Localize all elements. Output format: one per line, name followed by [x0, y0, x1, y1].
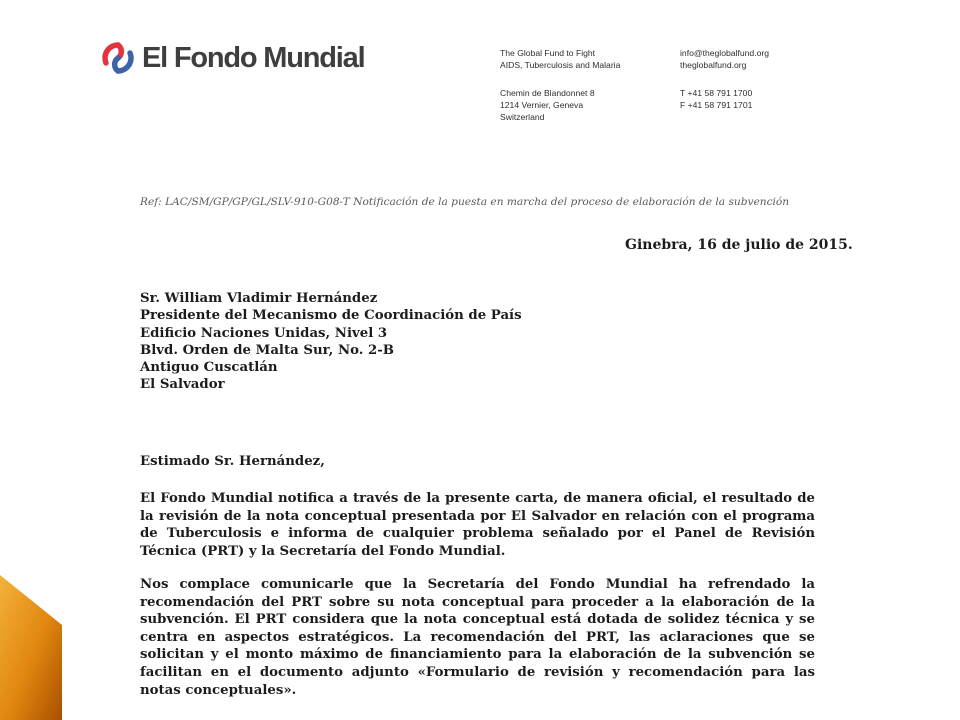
- global-fund-logo: [100, 40, 364, 76]
- address-line: Chemin de Blandonnet 8: [500, 88, 595, 98]
- web-contact-block: [680, 47, 769, 71]
- logo-wordmark: El Fondo Mundial: [142, 41, 365, 74]
- address-line: 1214 Vernier, Geneva: [500, 100, 584, 110]
- address-block: [500, 87, 595, 123]
- salutation: Estimado Sr. Hernández,: [140, 454, 325, 469]
- slide-corner-decoration: [0, 575, 62, 720]
- reference-line: Ref: LAC/SM/GP/GP/GL/SLV-910-G08-T Notificación de la puesta en marcha del proceso de elaboración de la subvención: [140, 196, 790, 208]
- org-line: The Global Fund to Fight: [500, 48, 596, 58]
- recipient-line: Edificio Naciones Unidas, Nivel 3: [140, 325, 388, 341]
- recipient-line: Sr. William Vladimir Hernández: [140, 291, 378, 306]
- website-text: theglobalfund.org: [680, 60, 747, 70]
- org-line: AIDS, Tuberculosis and Malaria: [500, 60, 621, 70]
- global-fund-logo-icon: [100, 40, 136, 76]
- letter-date: Ginebra, 16 de julio de 2015.: [625, 237, 853, 253]
- org-name-block: [500, 47, 620, 71]
- phone-block: [680, 87, 752, 111]
- email-text: info@theglobalfund.org: [680, 48, 769, 58]
- recipient-line: El Salvador: [140, 377, 225, 393]
- phone-line: T +41 58 791 1700: [680, 88, 753, 98]
- address-line: Switzerland: [500, 112, 545, 122]
- fax-line: F +41 58 791 1701: [680, 100, 753, 110]
- recipient-line: Presidente del Mecanismo de Coordinación de País: [140, 308, 522, 324]
- recipient-line: Antiguo Cuscatlán: [140, 360, 278, 376]
- body-paragraph: Nos complace comunicarle que la Secretaría del Fondo Mundial ha refrendado la recomendación del PRT sobre su nota conceptual para proceder a la elaboración de la subvención. El PRT considera que la nota conceptual está dotada de solidez técnica y se centra en aspectos estratégicos. La recomendación del PRT, las aclaraciones que se solicitan y el monto máximo de financiamiento para la elaboración de la subvención se facilitan en el documento adjunto «Formulario de revisión y recomendación para las notas conceptuales».: [140, 577, 815, 698]
- recipient-address: [140, 290, 522, 394]
- body-paragraph: El Fondo Mundial notifica a través de la presente carta, de manera oficial, el resultado de la revisión de la nota conceptual presentada por El Salvador en relación con el programa de Tuberculosis e informa de cualquier problema señalado por el Panel de Revisión Técnica (PRT) y la Secretaría del Fondo Mundial.: [140, 491, 815, 559]
- recipient-line: Blvd. Orden de Malta Sur, No. 2-B: [140, 342, 394, 358]
